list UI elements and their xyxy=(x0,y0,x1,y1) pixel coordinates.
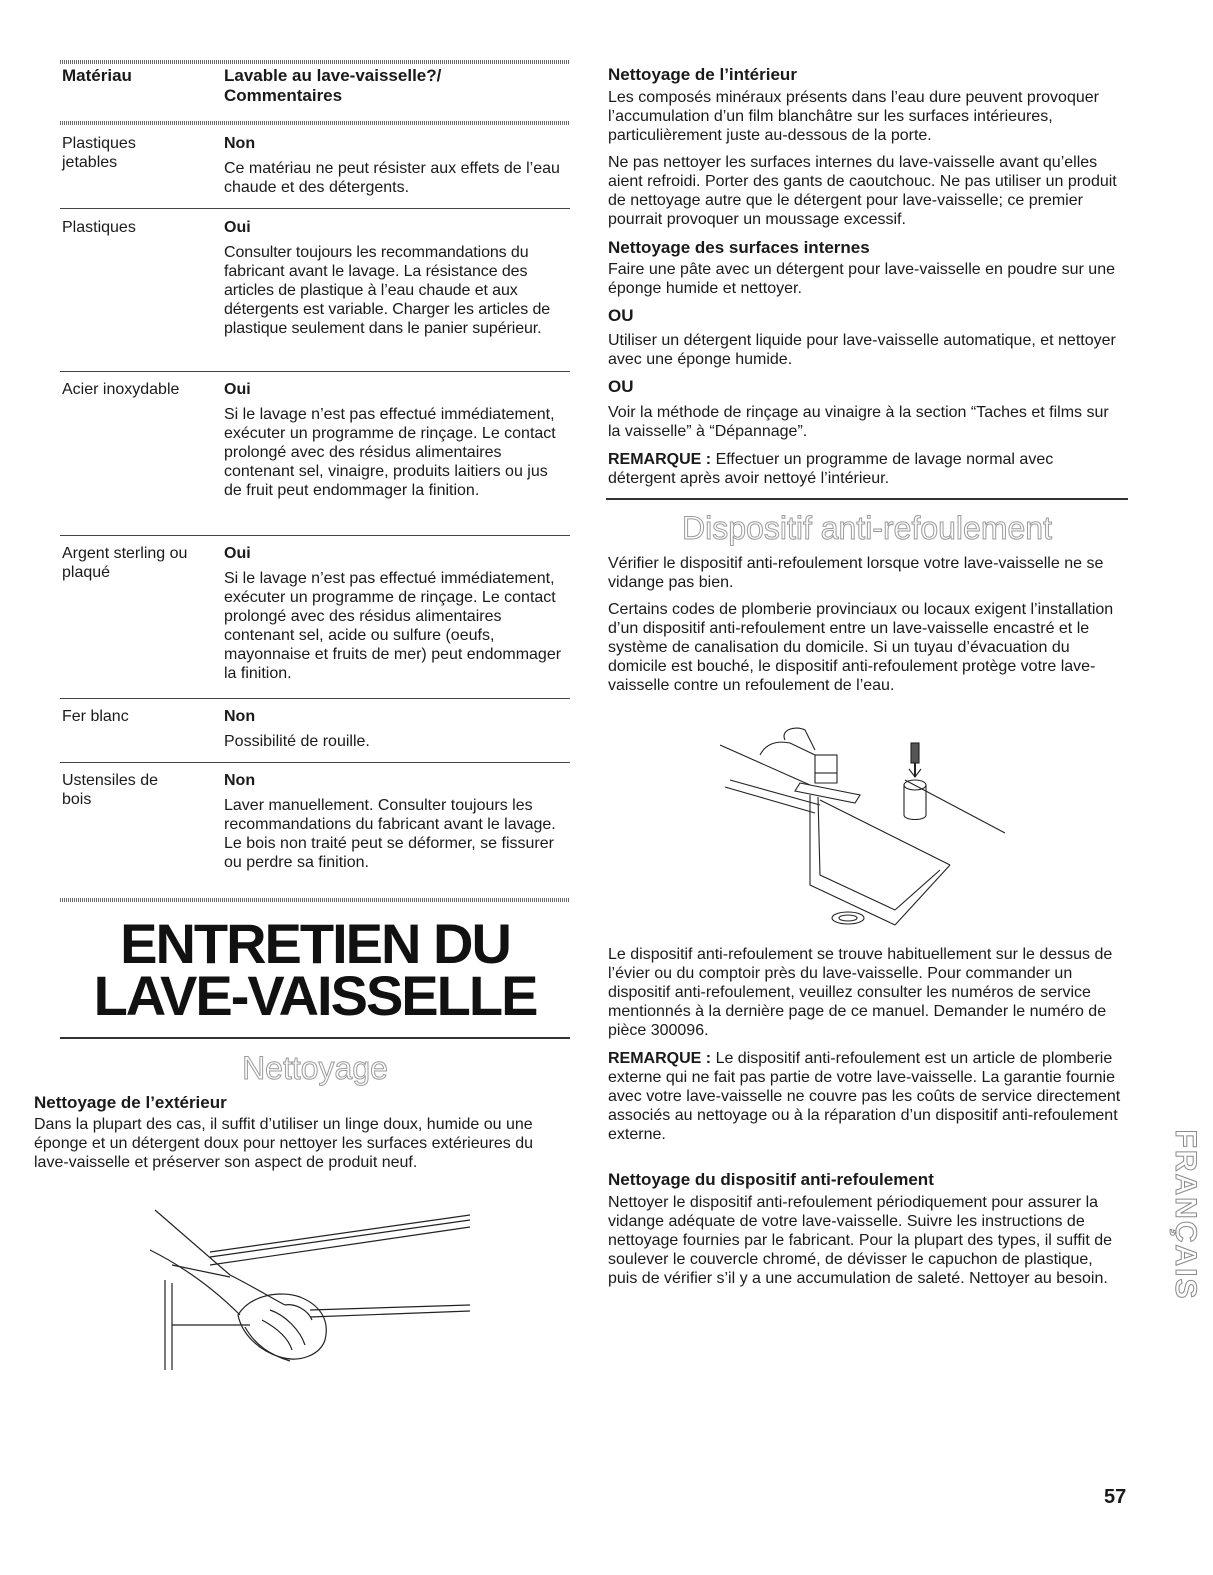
row-material: Plastiques jetables xyxy=(62,135,136,171)
row-comment: Si le lavage n’est pas effectué immédiatement, exécuter un programme de rinçage. Le contact prolongé avec des résidus alimentaires contenant sel, vinaigre, produits laitiers ou jus de fruit peut endommager la finition. xyxy=(224,406,556,499)
interieur-p3: Faire une pâte avec un détergent pour lave-vaisselle en poudre sur une éponge humide et nettoyer. xyxy=(608,261,1115,297)
dispositif-p3: Le dispositif anti-refoulement se trouve habituellement sur le dessus de l’évier ou du comptoir près du lave-vaisselle. Pour commander un dispositif anti-refoulement, veuillez consulter les numéros de service mentionnés à la dernière page de ce manuel. Demander le numéro de pièce 300096. xyxy=(608,946,1113,1039)
row-comment-cell xyxy=(224,218,569,338)
dispositif-title: Dispositif anti-refoulement xyxy=(682,510,1052,546)
row-material: Fer blanc xyxy=(62,708,129,725)
interieur-p5: Voir la méthode de rinçage au vinaigre à la section “Taches et films sur la vaisselle” à “Dépannage”. xyxy=(608,404,1109,440)
dispositif-rule xyxy=(606,498,1128,500)
dispositif-p4: Nettoyer le dispositif anti-refoulement périodiquement pour assurer la vidange adéquate de votre lave-vaisselle. Suivre les instructions de nettoyage fournies par le fabricant. Pour la plupart des types, il suffit de soulever le couvercle chromé, de dévisser le capuchon de plastique, puis de vérifier s’il y a une accumulation de saleté. Nettoyer au besoin. xyxy=(608,1194,1112,1287)
table-header-value: Lavable au lave-vaisselle?/ Commentaires xyxy=(224,66,442,105)
row-comment-cell xyxy=(224,134,569,197)
main-title-line1: ENTRETIEN DU xyxy=(120,912,510,975)
page-number: 57 xyxy=(1104,1486,1127,1508)
row-verdict: Oui xyxy=(224,545,251,562)
dispositif-p2: Certains codes de plomberie provinciaux ou locaux exigent l’installation d’un dispositif anti-refoulement entre un lave-vaisselle encastré et le système de canalisation du domicile. Si un tuyau d’évacuation du domicile est bouché, le dispositif anti-refoulement protège votre lave-vaisselle contre un refoulement de l’eau. xyxy=(608,601,1114,694)
table-top-rule xyxy=(60,60,570,64)
surfaces-internes-heading: Nettoyage des surfaces internes xyxy=(608,238,870,257)
interieur-heading: Nettoyage de l’intérieur xyxy=(608,65,797,84)
row-verdict: Non xyxy=(224,135,256,152)
language-sidebar xyxy=(1168,1085,1202,1345)
row-comment: Laver manuellement. Consulter toujours les recommandations du fabricant avant le lavage. Le bois non traité peut se déformer, se fissurer ou perdre sa finition. xyxy=(224,797,556,871)
row-verdict: Oui xyxy=(224,381,251,398)
language-sidebar-text: FRANÇAIS xyxy=(1169,1129,1202,1301)
row-material: Argent sterling ou plaqué xyxy=(62,545,188,581)
dispositif-remarque xyxy=(608,1049,1123,1144)
table-header-material: Matériau xyxy=(62,66,132,85)
remarque-label: REMARQUE : xyxy=(608,451,712,468)
table-row-divider xyxy=(60,208,570,209)
nettoyage-title: Nettoyage xyxy=(242,1050,388,1086)
row-material: Plastiques xyxy=(62,219,136,236)
row-comment-cell xyxy=(224,544,569,683)
dispositif-cleaning-heading: Nettoyage du dispositif anti-refoulement xyxy=(608,1170,934,1189)
row-comment-cell xyxy=(224,380,569,500)
ou-label-1: OU xyxy=(608,306,634,325)
remarque-text: Effectuer un programme de lavage normal avec détergent après avoir nettoyé l’intérieur. xyxy=(608,451,1054,487)
main-title-line2: LAVE-VAISSELLE xyxy=(93,964,537,1027)
table-row-divider xyxy=(60,371,570,372)
interieur-remarque xyxy=(608,450,1123,488)
exterieur-heading: Nettoyage de l’extérieur xyxy=(34,1093,227,1112)
table-row-divider xyxy=(60,762,570,763)
row-verdict: Non xyxy=(224,708,256,725)
row-comment: Si le lavage n’est pas effectué immédiatement, exécuter un programme de rinçage. Le contact prolongé avec des résidus alimentaires contenant sel, acide ou sulfure (oeufs, mayonnaise et fruits de mer) peut endommager la finition. xyxy=(224,570,562,682)
table-bottom-rule xyxy=(60,898,570,902)
wiping-illustration xyxy=(150,1205,475,1375)
interieur-p4: Utiliser un détergent liquide pour lave-vaisselle automatique, et nettoyer avec une éponge humide. xyxy=(608,332,1116,368)
row-material: Ustensiles de bois xyxy=(62,772,159,808)
row-material: Acier inoxydable xyxy=(62,381,180,398)
remarque-text: Le dispositif anti-refoulement est un article de plomberie externe qui ne fait pas partie de votre lave-vaisselle. La garantie fournie avec votre lave-vaisselle ne couvre pas les coûts de service directement associés au nettoyage ou à la réparation d’un dispositif anti-refoulement externe. xyxy=(608,1050,1121,1143)
row-comment: Ce matériau ne peut résister aux effets de l’eau chaude et des détergents. xyxy=(224,160,560,196)
row-comment-cell xyxy=(224,771,569,872)
ou-label-2: OU xyxy=(608,377,634,396)
dispositif-p1: Vérifier le dispositif anti-refoulement lorsque votre lave-vaisselle ne se vidange pas bien. xyxy=(608,555,1104,591)
row-comment: Consulter toujours les recommandations du fabricant avant le lavage. La résistance des articles de plastique à l’eau chaude et aux détergents est variable. Charger les articles de plastique seulement dans le panier supérieur. xyxy=(224,244,551,337)
exterieur-text: Dans la plupart des cas, il suffit d’utiliser un linge doux, humide ou une éponge et un détergent doux pour nettoyer les surfaces extérieures du lave-vaisselle et préserver son aspect de produit neuf. xyxy=(34,1116,533,1171)
row-comment-cell xyxy=(224,707,569,751)
remarque-label: REMARQUE : xyxy=(608,1050,712,1067)
table-row-divider xyxy=(60,698,570,699)
interieur-p1: Les composés minéraux présents dans l’eau dure peuvent provoquer l’accumulation d’un film blanchâtre sur les surfaces intérieures, particulièrement juste au-dessous de la porte. xyxy=(608,89,1099,144)
row-comment: Possibilité de rouille. xyxy=(224,733,370,750)
table-row-divider xyxy=(60,535,570,536)
row-verdict: Oui xyxy=(224,219,251,236)
row-verdict: Non xyxy=(224,772,256,789)
air-gap-illustration xyxy=(720,725,1020,940)
title-rule xyxy=(60,1037,570,1039)
table-header-rule xyxy=(60,121,570,125)
interieur-p2: Ne pas nettoyer les surfaces internes du lave-vaisselle avant qu’elles aient refroidi. Porter des gants de caoutchouc. Ne pas utiliser un produit de nettoyage autre que le détergent pour lave-vaisselle; ce premier pourrait provoquer un moussage excessif. xyxy=(608,154,1117,228)
